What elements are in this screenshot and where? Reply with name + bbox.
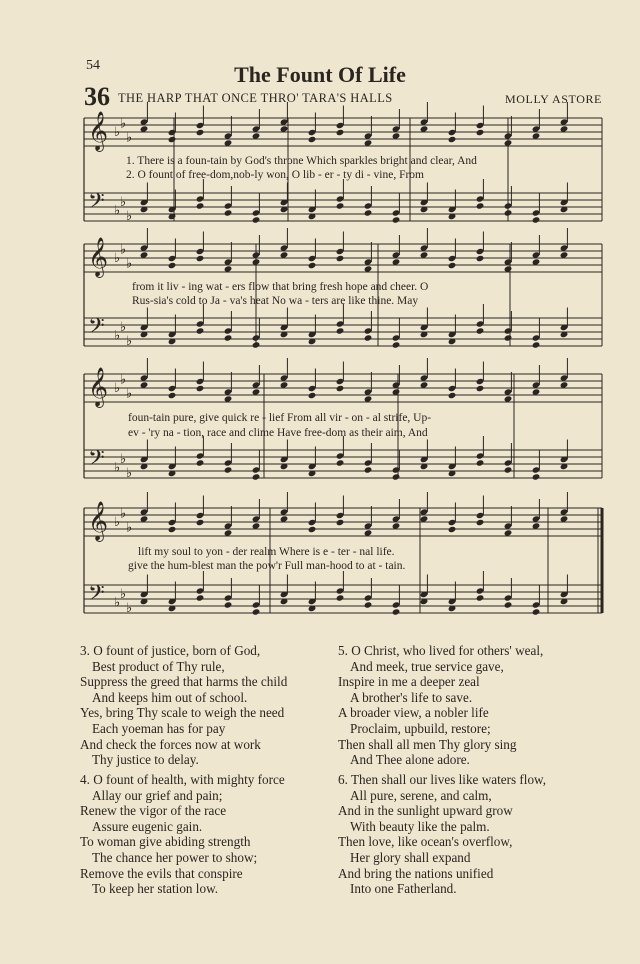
verse-line: Allay our grief and pain; (92, 787, 223, 803)
note-head (336, 519, 345, 526)
lyric-line: Rus-sia's cold to Ja - va's heat No wa - ters are like thine. May (132, 295, 419, 307)
flat-sign-icon: ♭ (120, 450, 127, 466)
note-head (224, 601, 233, 608)
verse-line: A broader view, a nobler life (338, 705, 489, 721)
verse-line: Assure eugenic gain. (92, 818, 203, 834)
verse-line: And in the sunlight upward grow (338, 803, 513, 819)
flat-sign-icon: ♭ (114, 594, 121, 610)
flat-sign-icon: ♭ (120, 193, 127, 209)
note-head (196, 519, 205, 526)
flat-sign-icon: ♭ (126, 464, 133, 480)
flat-sign-icon: ♭ (126, 332, 133, 348)
verse-line: Inspire in me a deeper zeal (338, 674, 480, 690)
note-head (308, 526, 317, 533)
flat-sign-icon: ♭ (114, 124, 121, 139)
note-head (336, 594, 345, 601)
note-head (392, 341, 401, 348)
note-head (196, 255, 205, 262)
note-head (336, 459, 345, 466)
note-head (448, 526, 457, 533)
verse-line: Her glory shall expand (350, 849, 471, 865)
note-head (196, 202, 205, 209)
verse-line: Then love, like ocean's overflow, (338, 834, 513, 850)
treble-clef-icon: 𝄞 (88, 237, 109, 277)
verse-line: And keeps him out of school. (92, 689, 248, 705)
flat-sign-icon: ♭ (126, 385, 133, 401)
lyric-line: 2. O fount of free-dom,nob-ly won, O lib - er - ty di - vine, From (126, 169, 424, 181)
flat-sign-icon: ♭ (120, 241, 127, 257)
flat-sign-icon: ♭ (114, 514, 121, 529)
verse-line: And bring the nations unified (338, 865, 494, 881)
flat-sign-icon: ♭ (120, 505, 127, 521)
bass-clef-icon: 𝄢 (88, 314, 105, 344)
note-head (336, 255, 345, 262)
verse-line: Renew the vigor of the race (80, 803, 227, 819)
verse-line: Thy justice to delay. (92, 752, 199, 768)
note-head (476, 327, 485, 334)
bass-clef-icon: 𝄢 (88, 189, 105, 219)
lyric-line: 1. There is a foun-tain by God's throne Which sparkles bright and clear, And (126, 155, 477, 167)
verse-line: Proclaim, upbuild, restore; (350, 720, 491, 736)
note-head (196, 327, 205, 334)
note-head (392, 473, 401, 480)
note-head (364, 334, 373, 341)
verse-line: 3. O fount of justice, born of God, (80, 643, 261, 658)
bass-clef-icon: 𝄢 (88, 446, 105, 476)
verse-line: 4. O fount of health, with mighty force (80, 772, 285, 787)
lyric-line: give the hum-blest man the pow'r Full man-hood to at - tain. (128, 560, 406, 572)
note-head (448, 136, 457, 143)
note-head (336, 202, 345, 209)
note-head (364, 209, 373, 216)
verse-line: Remove the evils that conspire (80, 865, 243, 881)
verse-6 (338, 772, 546, 897)
note-head (504, 466, 513, 473)
note-head (392, 608, 401, 615)
flat-sign-icon: ♭ (120, 318, 127, 334)
treble-clef-icon: 𝄞 (88, 501, 109, 541)
note-head (476, 255, 485, 262)
flat-sign-icon: ♭ (126, 519, 133, 535)
note-head (504, 209, 513, 216)
hymn-title: The Fount Of Life (234, 62, 406, 87)
verse-line: The chance her power to show; (92, 849, 258, 865)
flat-sign-icon: ♭ (126, 255, 133, 271)
flat-sign-icon: ♭ (114, 250, 121, 265)
hymn-number: 36 (84, 82, 110, 111)
note-head (336, 327, 345, 334)
note-head (196, 129, 205, 136)
note-head (476, 129, 485, 136)
flat-sign-icon: ♭ (126, 207, 133, 223)
note-head (476, 594, 485, 601)
note-head (168, 136, 177, 143)
note-head (364, 601, 373, 608)
note-head (504, 334, 513, 341)
flat-sign-icon: ♭ (114, 380, 121, 395)
verse-4 (80, 772, 285, 897)
verse-3 (80, 643, 287, 768)
note-head (308, 262, 317, 269)
lyric-line: lift my soul to yon - der realm Where is e - ter - nal life. (138, 546, 395, 558)
note-head (392, 216, 401, 223)
verse-line: Best product of Thy rule, (92, 658, 225, 674)
note-head (252, 473, 261, 480)
verse-line: Into one Fatherland. (350, 881, 457, 897)
note-head (224, 466, 233, 473)
verse-line: All pure, serene, and calm, (350, 787, 492, 803)
flat-sign-icon: ♭ (114, 459, 121, 475)
tune-name: THE HARP THAT ONCE THRO' TARA'S HALLS (118, 91, 393, 105)
flat-sign-icon: ♭ (126, 599, 133, 615)
flat-sign-icon: ♭ (120, 585, 127, 601)
verse-line: And check the forces now at work (80, 736, 261, 752)
treble-clef-icon: 𝄞 (88, 367, 109, 407)
composer-name: MOLLY ASTORE (504, 92, 602, 106)
treble-clef-icon: 𝄞 (88, 111, 109, 151)
note-head (196, 594, 205, 601)
note-head (448, 262, 457, 269)
lyric-line: from it liv - ing wat - ers flow that bring fresh hope and cheer. O (132, 281, 429, 293)
note-head (196, 385, 205, 392)
note-head (336, 129, 345, 136)
flat-sign-icon: ♭ (114, 202, 121, 218)
flat-sign-icon: ♭ (120, 115, 127, 131)
verse-line: 6. Then shall our lives like waters flow, (338, 772, 547, 787)
note-head (196, 459, 205, 466)
note-head (308, 136, 317, 143)
note-head (448, 392, 457, 399)
verse-line: And meek, true service gave, (350, 658, 504, 674)
note-head (336, 385, 345, 392)
lyric-line: ev - 'ry na - tion, race and clime Have free-dom as their aim, And (128, 427, 428, 439)
note-head (532, 608, 541, 615)
note-head (252, 341, 261, 348)
flat-sign-icon: ♭ (114, 327, 121, 343)
note-head (224, 209, 233, 216)
note-head (504, 601, 513, 608)
note-head (252, 216, 261, 223)
flat-sign-icon: ♭ (126, 129, 133, 145)
note-head (168, 392, 177, 399)
verse-line: A brother's life to save. (350, 689, 473, 705)
note-head (532, 216, 541, 223)
verse-line: Then shall all men Thy glory sing (338, 736, 517, 752)
note-head (224, 334, 233, 341)
note-head (168, 526, 177, 533)
verse-line: Suppress the greed that harms the child (80, 674, 288, 690)
verse-line: Each yoeman has for pay (92, 720, 226, 736)
page-number: 54 (86, 58, 100, 73)
note-head (252, 608, 261, 615)
verse-line: To woman give abiding strength (80, 834, 251, 850)
note-head (532, 473, 541, 480)
note-head (476, 385, 485, 392)
note-head (168, 262, 177, 269)
verse-line: And Thee alone adore. (350, 752, 470, 768)
verse-line: To keep her station low. (92, 881, 219, 897)
bass-clef-icon: 𝄢 (88, 581, 105, 611)
note-head (476, 459, 485, 466)
lyric-line: foun-tain pure, give quick re - lief From all vir - on - al strife, Up- (128, 412, 432, 424)
flat-sign-icon: ♭ (120, 371, 127, 387)
note-head (476, 519, 485, 526)
verse-line: Yes, bring Thy scale to weigh the need (80, 705, 285, 721)
note-head (364, 466, 373, 473)
note-head (308, 392, 317, 399)
verse-5 (338, 643, 543, 768)
verse-line: 5. O Christ, who lived for others' weal, (338, 643, 544, 658)
note-head (532, 341, 541, 348)
verse-line: With beauty like the palm. (350, 818, 490, 834)
note-head (476, 202, 485, 209)
